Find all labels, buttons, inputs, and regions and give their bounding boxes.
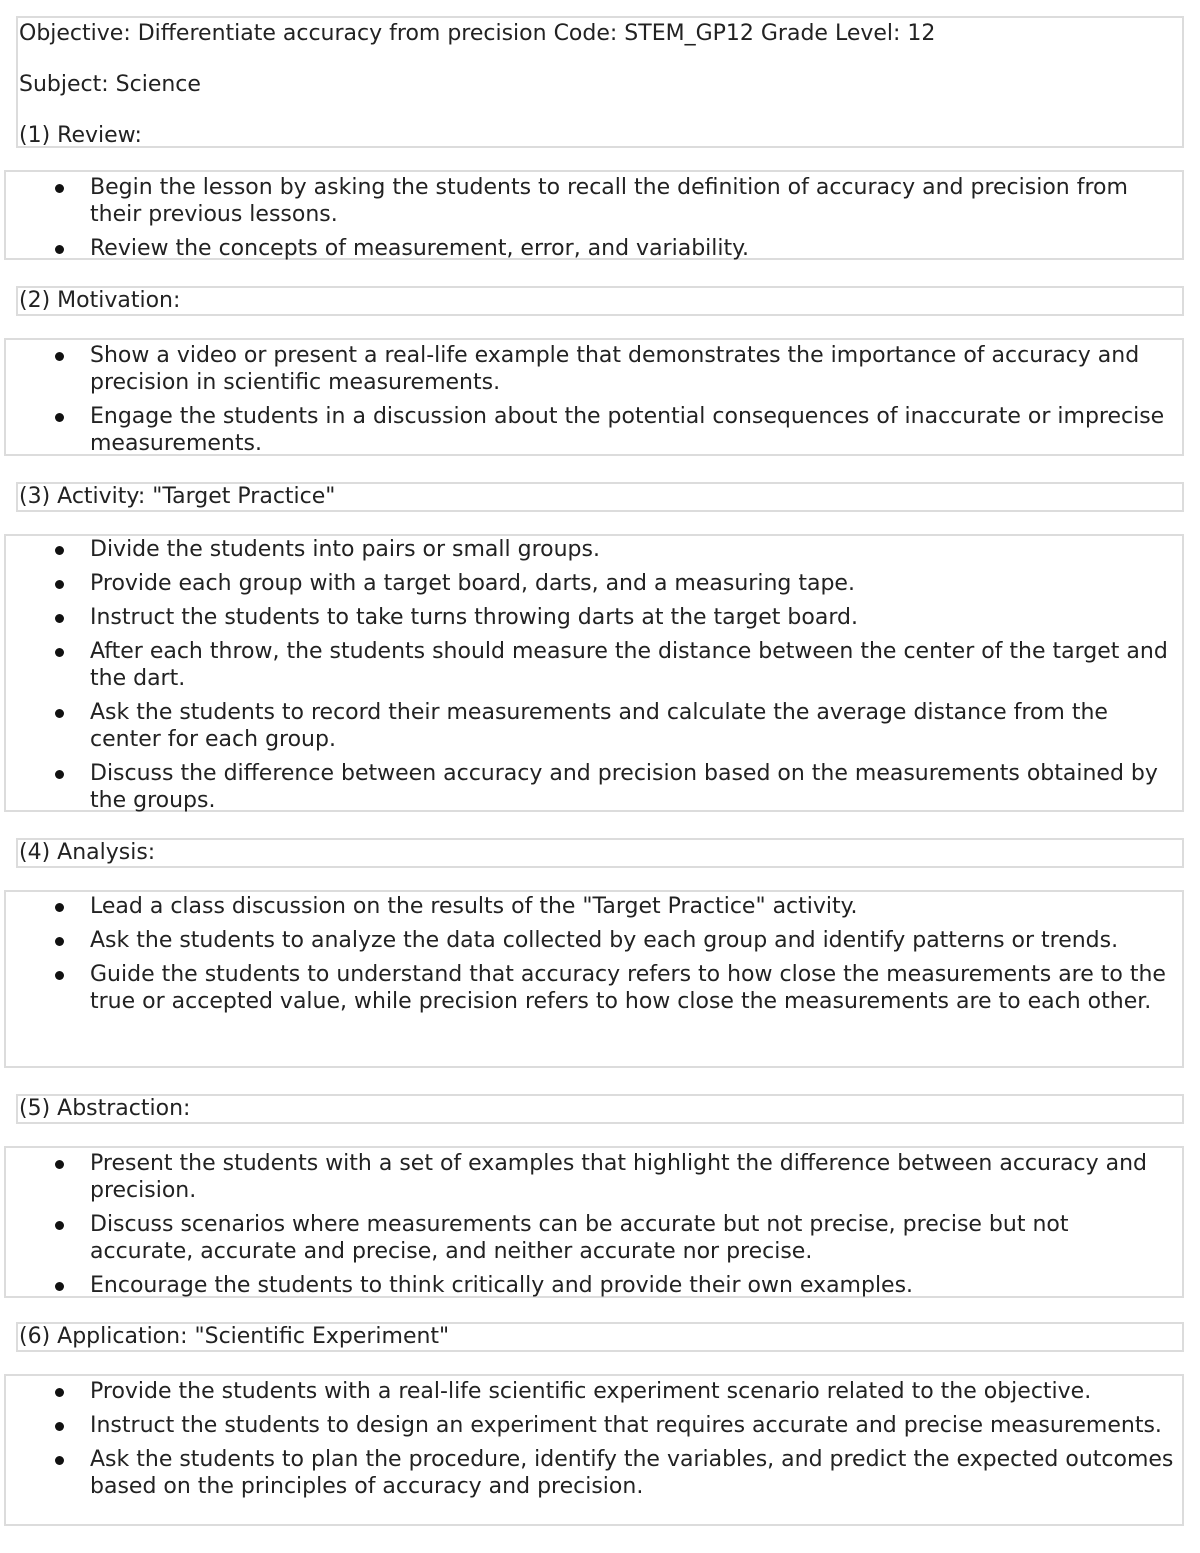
- review-list: [6, 174, 1182, 262]
- analysis-list-box: [4, 890, 1184, 1068]
- list-item: Begin the lesson by asking the students to recall the definition of accuracy and precision from their previous lessons.: [6, 174, 1182, 228]
- application-list-box: [4, 1374, 1184, 1526]
- bullet-icon: [55, 1422, 64, 1431]
- objective-line: Objective: Differentiate accuracy from precision Code: STEM_GP12 Grade Level: 12: [19, 21, 936, 46]
- bullet-icon: [55, 709, 64, 718]
- bullet-icon: [55, 971, 64, 980]
- list-item: After each throw, the students should measure the distance between the center of the target and the dart.: [6, 638, 1182, 692]
- list-item: Instruct the students to design an experiment that requires accurate and precise measurements.: [6, 1412, 1182, 1439]
- list-item: Review the concepts of measurement, error, and variability.: [6, 235, 1182, 262]
- list-item: Provide the students with a real-life scientific experiment scenario related to the objective.: [6, 1378, 1182, 1405]
- bullet-icon: [55, 580, 64, 589]
- abstraction-list: [6, 1150, 1182, 1299]
- review-heading: (1) Review:: [19, 123, 142, 148]
- bullet-icon: [55, 614, 64, 623]
- abstraction-list-box: [4, 1146, 1184, 1298]
- bullet-icon: [55, 770, 64, 779]
- bullet-icon: [55, 1456, 64, 1465]
- bullet-icon: [55, 937, 64, 946]
- list-item: Ask the students to analyze the data collected by each group and identify patterns or trends.: [6, 927, 1182, 954]
- bullet-icon: [55, 1282, 64, 1291]
- activity-heading: (3) Activity: "Target Practice": [16, 482, 1184, 512]
- bullet-icon: [55, 546, 64, 555]
- bullet-icon: [55, 1160, 64, 1169]
- bullet-icon: [55, 1388, 64, 1397]
- activity-list-box: [4, 534, 1184, 812]
- motivation-list-box: [4, 338, 1184, 456]
- list-item: Ask the students to plan the procedure, identify the variables, and predict the expected outcomes based on the principles of accuracy and precision.: [6, 1446, 1182, 1500]
- list-item: Lead a class discussion on the results of the "Target Practice" activity.: [6, 893, 1182, 920]
- list-item: Discuss scenarios where measurements can be accurate but not precise, precise but not accurate, accurate and precise, and neither accurate nor precise.: [6, 1211, 1182, 1265]
- bullet-icon: [55, 413, 64, 422]
- abstraction-heading: (5) Abstraction:: [16, 1094, 1184, 1124]
- subject-line: Subject: Science: [19, 72, 201, 97]
- list-item: Discuss the difference between accuracy and precision based on the measurements obtained by the groups.: [6, 760, 1182, 814]
- review-list-box: [4, 170, 1184, 260]
- application-heading: (6) Application: "Scientific Experiment": [16, 1322, 1184, 1352]
- analysis-heading: (4) Analysis:: [16, 838, 1184, 868]
- bullet-icon: [55, 648, 64, 657]
- list-item: Present the students with a set of examples that highlight the difference between accuracy and precision.: [6, 1150, 1182, 1204]
- bullet-icon: [55, 352, 64, 361]
- bullet-icon: [55, 245, 64, 254]
- application-list: [6, 1378, 1182, 1500]
- analysis-list: [6, 893, 1182, 1015]
- list-item: Encourage the students to think critically and provide their own examples.: [6, 1272, 1182, 1299]
- motivation-heading: (2) Motivation:: [16, 286, 1184, 316]
- bullet-icon: [55, 903, 64, 912]
- list-item: Engage the students in a discussion about the potential consequences of inaccurate or imprecise measurements.: [6, 403, 1182, 457]
- list-item: Ask the students to record their measurements and calculate the average distance from the center for each group.: [6, 699, 1182, 753]
- bullet-icon: [55, 184, 64, 193]
- list-item: Provide each group with a target board, darts, and a measuring tape.: [6, 570, 1182, 597]
- list-item: Instruct the students to take turns throwing darts at the target board.: [6, 604, 1182, 631]
- bullet-icon: [55, 1221, 64, 1230]
- list-item: Divide the students into pairs or small groups.: [6, 536, 1182, 563]
- list-item: Guide the students to understand that accuracy refers to how close the measurements are to the true or accepted value, while precision refers to how close the measurements are to each other.: [6, 961, 1182, 1015]
- lesson-header: [16, 16, 1184, 148]
- motivation-list: [6, 342, 1182, 457]
- list-item: Show a video or present a real-life example that demonstrates the importance of accuracy and precision in scientific measurements.: [6, 342, 1182, 396]
- activity-list: [6, 536, 1182, 814]
